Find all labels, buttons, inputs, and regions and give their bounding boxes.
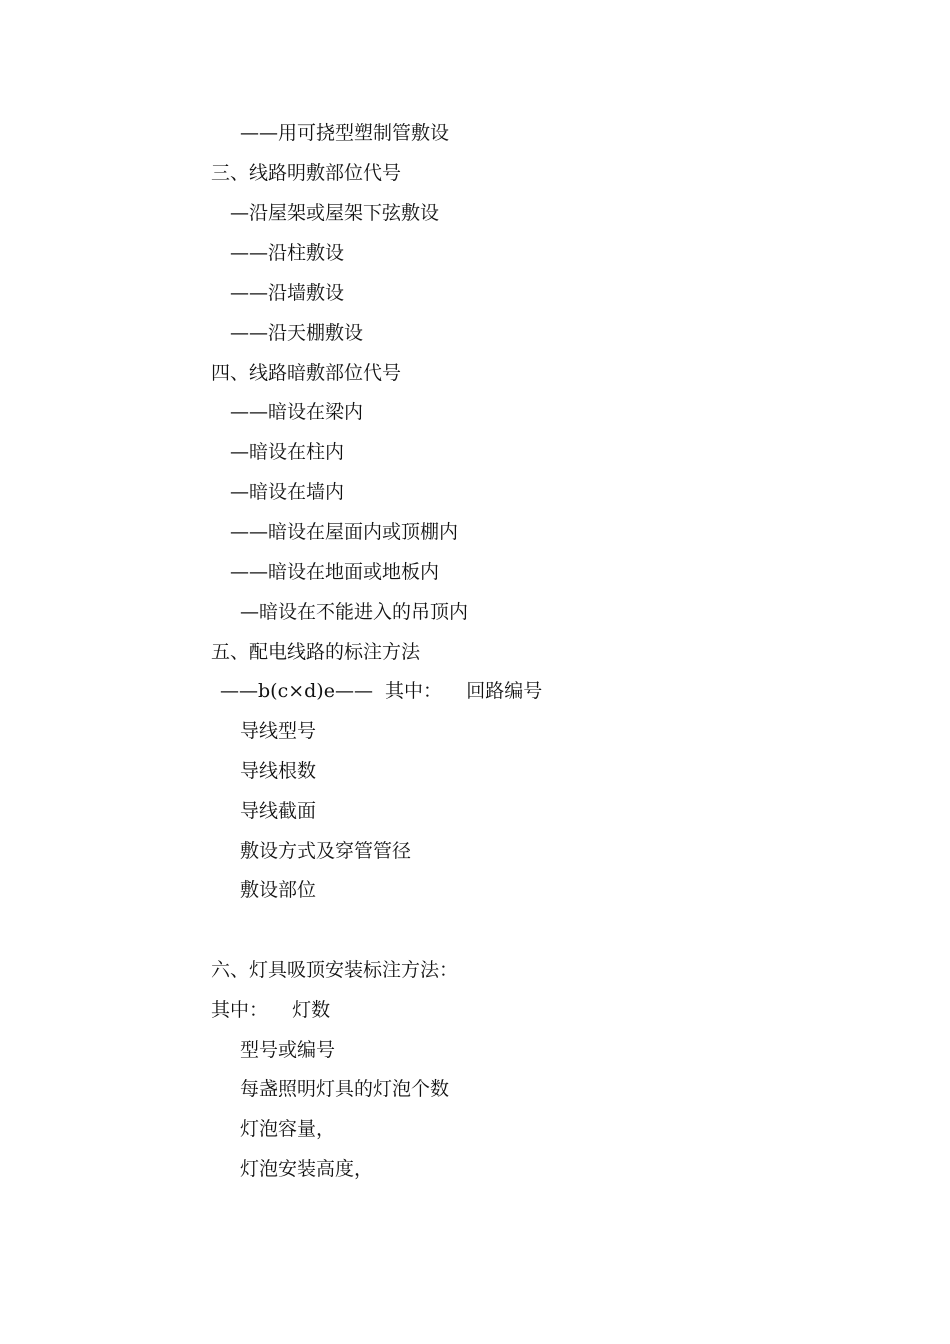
text-line: 导线型号: [240, 720, 317, 742]
section-heading: 六、灯具吸顶安装标注方法：: [211, 959, 459, 981]
text-line: ——用可挠型塑制管敷设: [240, 122, 450, 144]
text-line: 每盏照明灯具的灯泡个数: [240, 1078, 450, 1100]
text-line: ——暗设在梁内: [230, 401, 364, 423]
section-heading: 四、线路暗敷部位代号: [211, 362, 402, 384]
text-line: ——沿天棚敷设: [230, 322, 364, 344]
formula-line: ——b(c×d)e—— 其中： 回路编号: [220, 680, 543, 702]
text-line: 导线截面: [240, 800, 317, 822]
text-line: 灯泡安装高度，: [240, 1158, 374, 1180]
text-line: —暗设在柱内: [230, 441, 345, 463]
text-line: 导线根数: [240, 760, 317, 782]
text-line: 敷设方式及穿管管径: [240, 840, 412, 862]
text-line: —沿屋架或屋架下弦敷设: [230, 202, 440, 224]
text-line: 敷设部位: [240, 879, 317, 901]
text-line: ——沿墙敷设: [230, 282, 345, 304]
section-heading: 五、配电线路的标注方法: [211, 641, 421, 663]
text-line: 型号或编号: [240, 1039, 336, 1061]
text-line: ——暗设在屋面内或顶棚内: [230, 521, 459, 543]
section-heading: 三、线路明敷部位代号: [211, 162, 402, 184]
text-line: —暗设在不能进入的吊顶内: [240, 601, 469, 623]
text-line: 灯泡容量，: [240, 1118, 336, 1140]
text-line: ——沿柱敷设: [230, 242, 345, 264]
text-line: ——暗设在地面或地板内: [230, 561, 440, 583]
text-line: 其中： 灯数: [211, 999, 331, 1021]
text-line: —暗设在墙内: [230, 481, 345, 503]
